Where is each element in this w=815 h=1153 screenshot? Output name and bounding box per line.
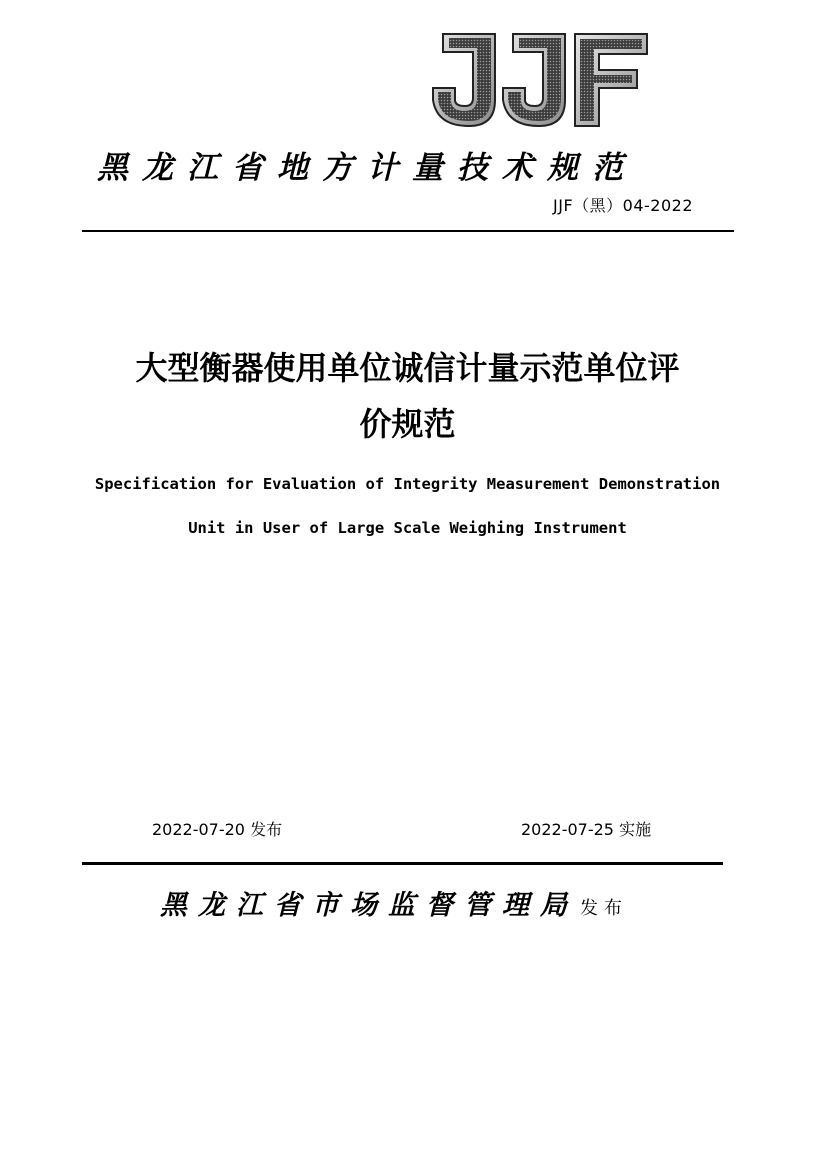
english-title-line-1: Specification for Evaluation of Integrity Measurement Demonstration [94, 475, 721, 493]
chinese-title-line-1: 大型衡器使用单位诚信计量示范单位评 [135, 349, 680, 387]
bottom-divider [82, 862, 723, 865]
issue-date: 2022-07-20 发布 [152, 820, 283, 839]
issuer [160, 884, 628, 931]
top-divider [82, 230, 734, 232]
logo-letter-j1 [433, 34, 495, 126]
english-title [0, 462, 815, 550]
logo-letter-f [575, 34, 647, 126]
issuer-name: 黑龙江省市场监督管理局 [160, 890, 578, 921]
series-title: 黑龙江省地方计量技术规范 [97, 150, 637, 186]
chinese-title-line-2: 价规范 [359, 405, 456, 443]
standard-number: JJF（黑）04-2022 [553, 196, 693, 215]
issuer-suffix: 发布 [580, 898, 628, 919]
english-title-line-2: Unit in User of Large Scale Weighing Instrument [188, 519, 627, 537]
implementation-date: 2022-07-25 实施 [521, 820, 652, 839]
chinese-title [0, 340, 815, 452]
logo-letter-j2 [503, 34, 565, 126]
jjf-logo [425, 30, 651, 130]
